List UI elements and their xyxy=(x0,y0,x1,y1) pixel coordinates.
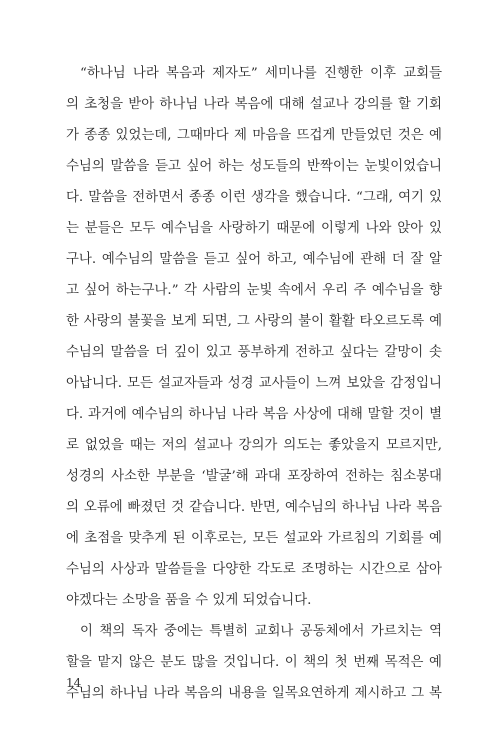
text-line: 다. 과거에 예수님의 하나님 나라 복음 사상에 대해 말할 것이 별 xyxy=(66,407,442,422)
text-line: 는 분들은 모두 예수님을 사랑하기 때문에 이렇게 나와 앉아 있 xyxy=(66,221,442,236)
text-line: 에 초점을 맞추게 된 이후로는, 모든 설교와 가르침의 기회를 예 xyxy=(66,531,442,546)
text-line: 할을 맡지 않은 분도 많을 것입니다. 이 책의 첫 번째 목적은 예 xyxy=(66,655,442,670)
text-line: 수님의 말씀을 듣고 싶어 하는 성도들의 반짝이는 눈빛이었습니 xyxy=(66,159,442,174)
text-line: 의 초청을 받아 하나님 나라 복음에 대해 설교나 강의를 할 기회 xyxy=(66,97,442,112)
text-line: 성경의 사소한 부분을 ‘발굴’해 과대 포장하여 전하는 침소봉대 xyxy=(66,469,442,484)
text-line: 수님의 하나님 나라 복음의 내용을 일목요연하게 제시하고 그 복 xyxy=(66,686,442,701)
text-line: 수님의 말씀을 더 깊이 있고 풍부하게 전하고 싶다는 갈망이 솟 xyxy=(66,345,442,360)
paragraph-1 xyxy=(66,58,442,616)
text-line: 수님의 사상과 말씀들을 다양한 각도로 조명하는 시간으로 삼아 xyxy=(66,562,442,577)
text-line: 고 싶어 하는구나.” 각 사람의 눈빛 속에서 우리 주 예수님을 향 xyxy=(66,283,442,298)
text-line: 아납니다. 모든 설교자들과 성경 교사들이 느껴 보았을 감정입니 xyxy=(66,376,442,391)
text-line: 구나. 예수님의 말씀을 듣고 싶어 하고, 예수님에 관해 더 잘 알 xyxy=(66,252,442,267)
body-text xyxy=(66,58,442,709)
page-number: 14 xyxy=(66,676,82,690)
text-line: 야겠다는 소망을 품을 수 있게 되었습니다. xyxy=(66,593,312,608)
text-line: 다. 말씀을 전하면서 종종 이런 생각을 했습니다. “그래, 여기 있 xyxy=(66,190,442,205)
paragraph-2 xyxy=(66,616,442,709)
text-line: 의 오류에 빠졌던 것 같습니다. 반면, 예수님의 하나님 나라 복음 xyxy=(66,500,442,515)
text-line: 이 책의 독자 중에는 특별히 교회나 공동체에서 가르치는 역 xyxy=(80,624,442,639)
text-line: 가 종종 있었는데, 그때마다 제 마음을 뜨겁게 만들었던 것은 예 xyxy=(66,128,442,143)
text-line: “하나님 나라 복음과 제자도” 세미나를 진행한 이후 교회들 xyxy=(80,66,442,81)
text-line: 로 없었을 때는 저의 설교나 강의가 의도는 좋았을지 모르지만, xyxy=(66,438,442,453)
text-line: 한 사랑의 불꽃을 보게 되면, 그 사랑의 불이 활활 타오르도록 예 xyxy=(66,314,442,329)
